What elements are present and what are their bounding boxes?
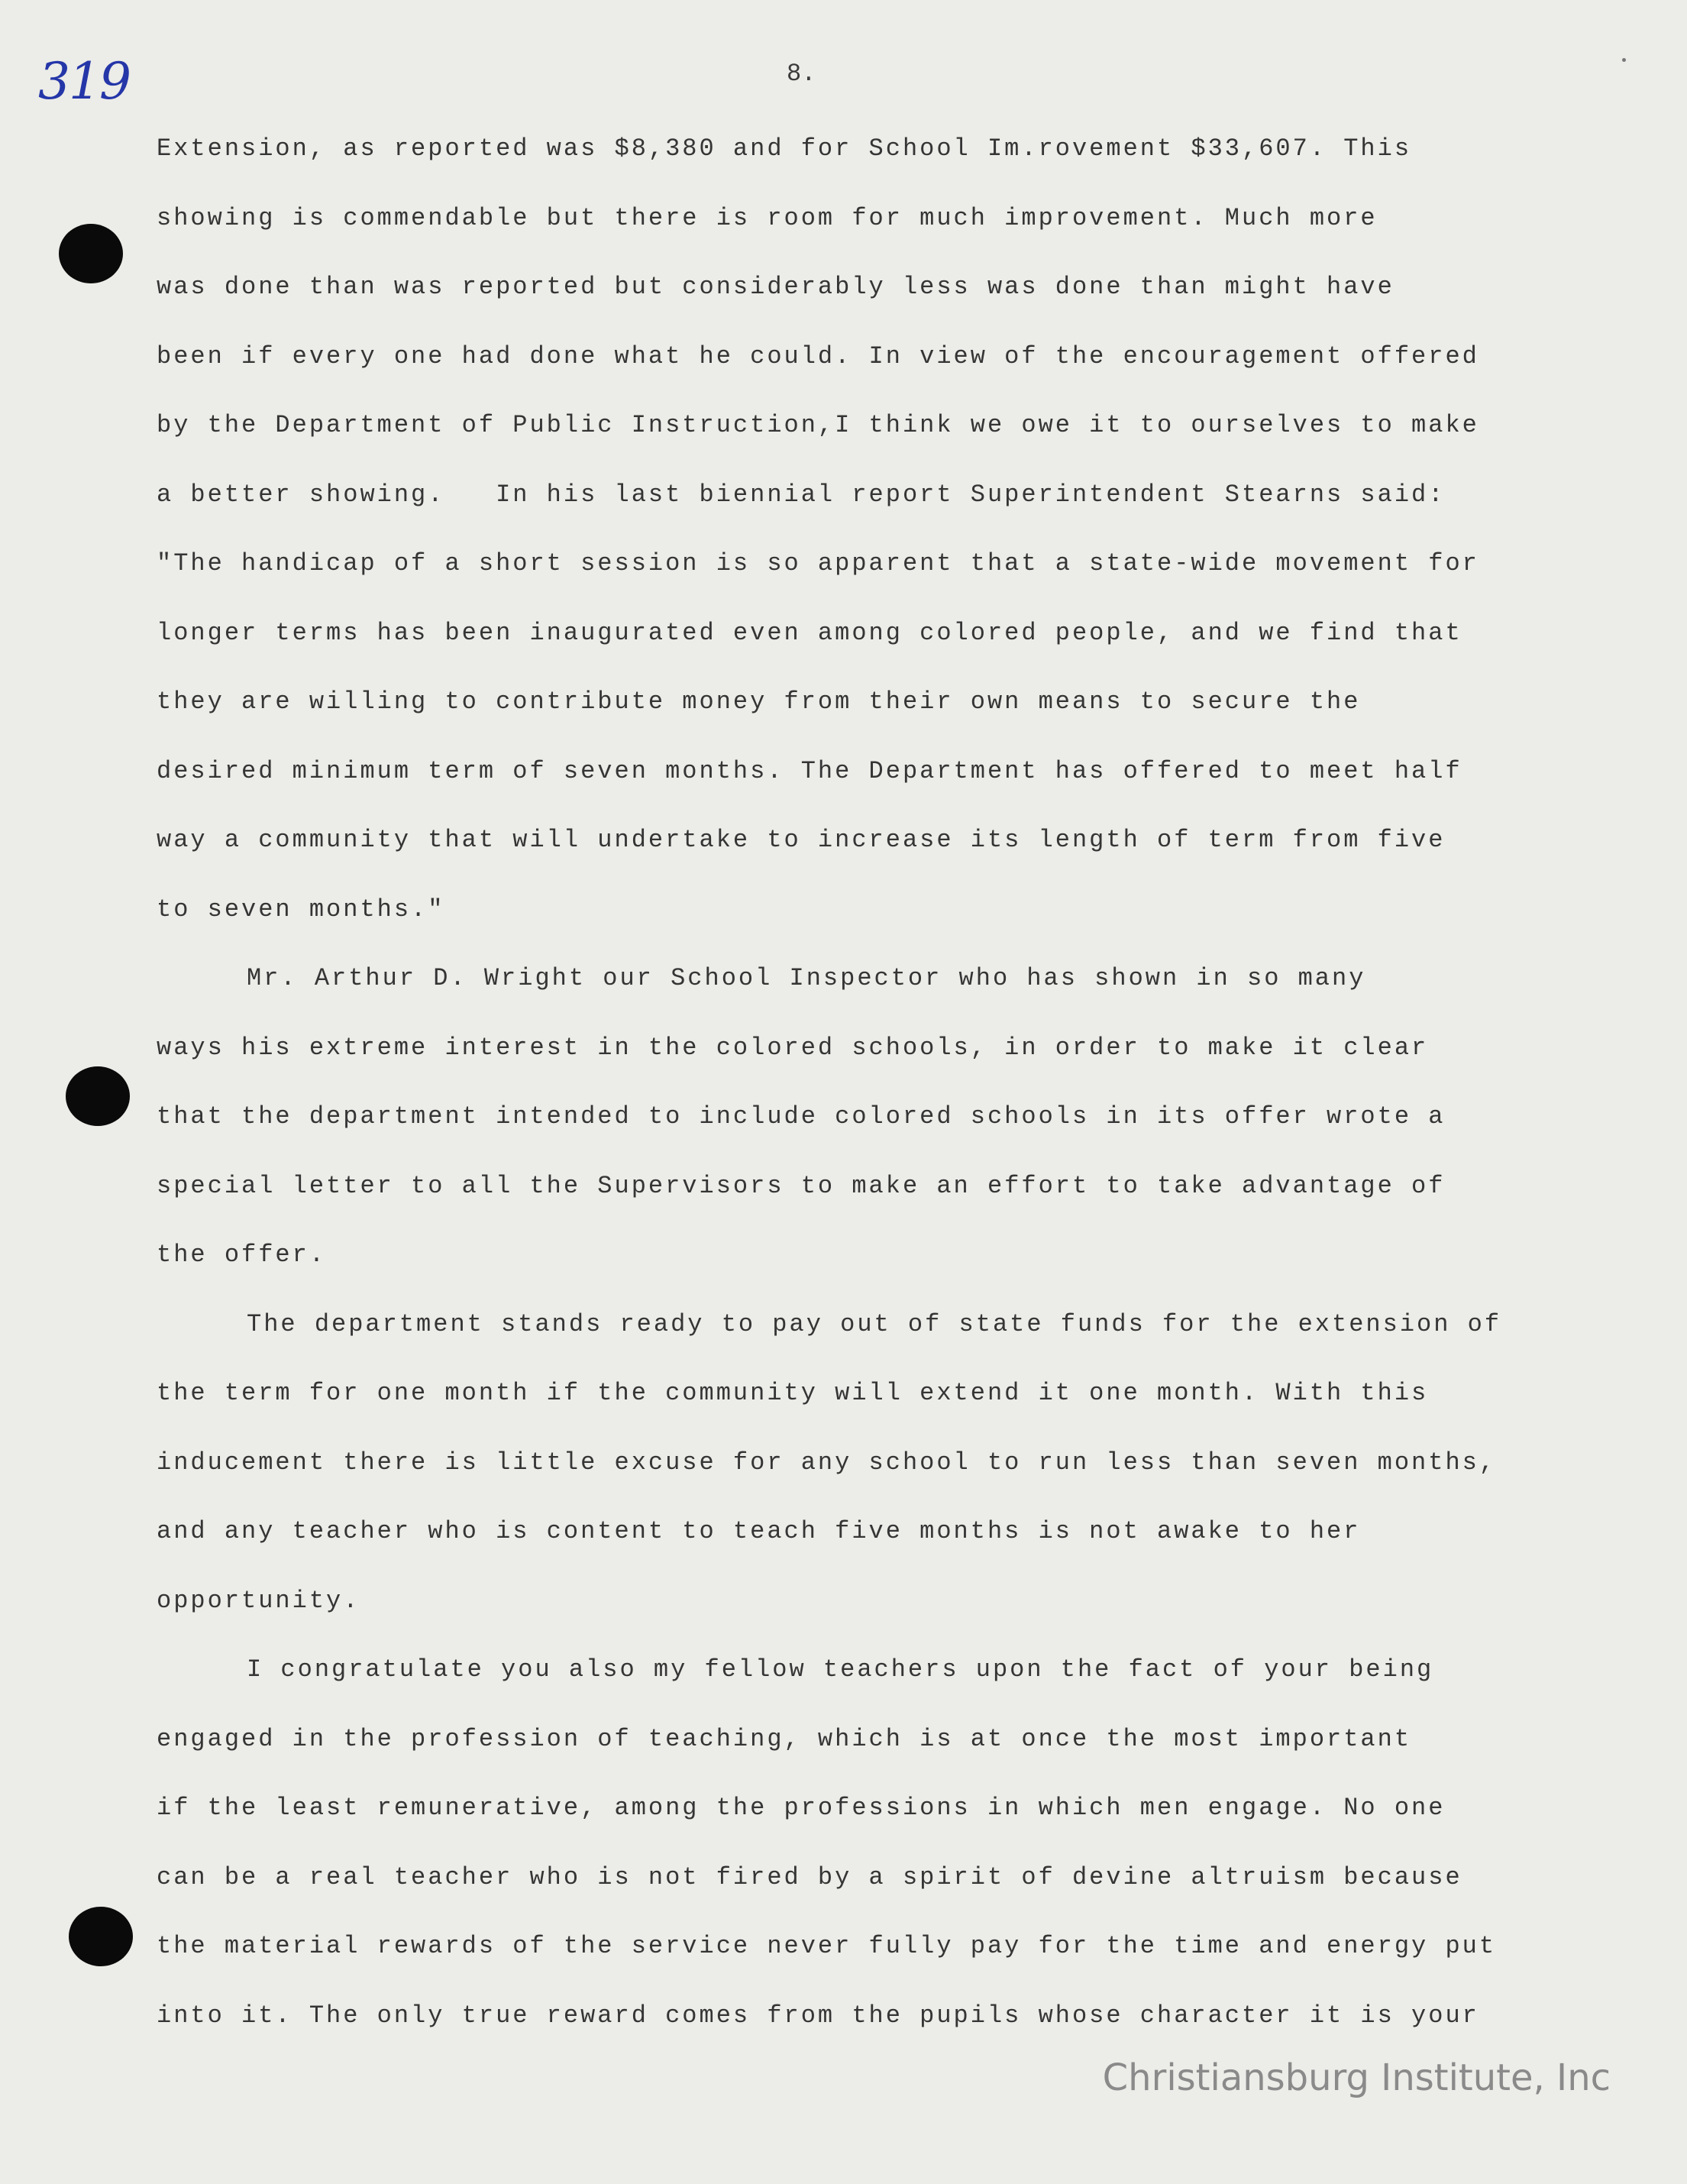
text-line: desired minimum term of seven months. The Department has offered to meet half <box>157 756 1462 785</box>
text-line: was done than was reported but considerably less was done than might have <box>157 273 1395 301</box>
text-line: ways his extreme interest in the colored schools, in order to make it clear <box>157 1033 1429 1062</box>
text-line: they are willing to contribute money from their own means to secure the <box>157 688 1361 716</box>
text-line: showing is commendable but there is room for much improvement. Much more <box>157 203 1378 232</box>
text-line: the material rewards of the service never fully pay for the time and energy put <box>157 1932 1497 1960</box>
text-line: longer terms has been inaugurated even among colored people, and we find that <box>157 618 1462 647</box>
text-line: "The handicap of a short session is so apparent that a state-wide movement for <box>157 549 1479 578</box>
paragraph-start-line: Mr. Arthur D. Wright our School Inspector who has shown in so many <box>247 964 1366 992</box>
punch-hole <box>59 224 123 283</box>
punch-hole <box>69 1907 133 1966</box>
text-line: been if every one had done what he could. In view of the encouragement offered <box>157 341 1479 370</box>
text-line: can be a real teacher who is not fired by a spirit of devine altruism because <box>157 1862 1462 1891</box>
text-line: if the least remunerative, among the professions in which men engage. No one <box>157 1794 1446 1822</box>
text-line: engaged in the profession of teaching, which is at once the most important <box>157 1724 1412 1753</box>
text-line: into it. The only true reward comes from the pupils whose character it is your <box>157 2001 1479 2030</box>
paper-speck <box>1622 58 1626 62</box>
paragraph-start-line: The department stands ready to pay out of state funds for the extension of <box>247 1309 1502 1338</box>
handwritten-page-number: 319 <box>38 52 130 111</box>
punch-hole <box>66 1066 130 1126</box>
text-line: to seven months." <box>157 895 445 924</box>
text-line: a better showing. In his last biennial report Superintendent Stearns said: <box>157 480 1446 509</box>
text-line: the term for one month if the community will extend it one month. With this <box>157 1379 1429 1407</box>
page-number: 8. <box>787 60 816 88</box>
text-line: inducement there is little excuse for any school to run less than seven months, <box>157 1448 1497 1477</box>
text-line: opportunity. <box>157 1586 360 1615</box>
text-line: Extension, as reported was $8,380 and for School Im.rovement $33,607. This <box>157 134 1412 163</box>
text-line: way a community that will undertake to increase its length of term from five <box>157 826 1446 854</box>
text-line: the offer. <box>157 1241 327 1269</box>
paragraph-start-line: I congratulate you also my fellow teachers upon the fact of your being <box>247 1655 1434 1684</box>
typed-letter-body <box>157 115 1608 2050</box>
text-line: that the department intended to include colored schools in its offer wrote a <box>157 1102 1446 1131</box>
text-line: special letter to all the Supervisors to make an effort to take advantage of <box>157 1171 1446 1200</box>
watermark: Christiansburg Institute, Inc <box>1102 2056 1611 2099</box>
text-line: by the Department of Public Instruction,I think we owe it to ourselves to make <box>157 411 1479 439</box>
text-line: and any teacher who is content to teach five months is not awake to her <box>157 1517 1361 1545</box>
